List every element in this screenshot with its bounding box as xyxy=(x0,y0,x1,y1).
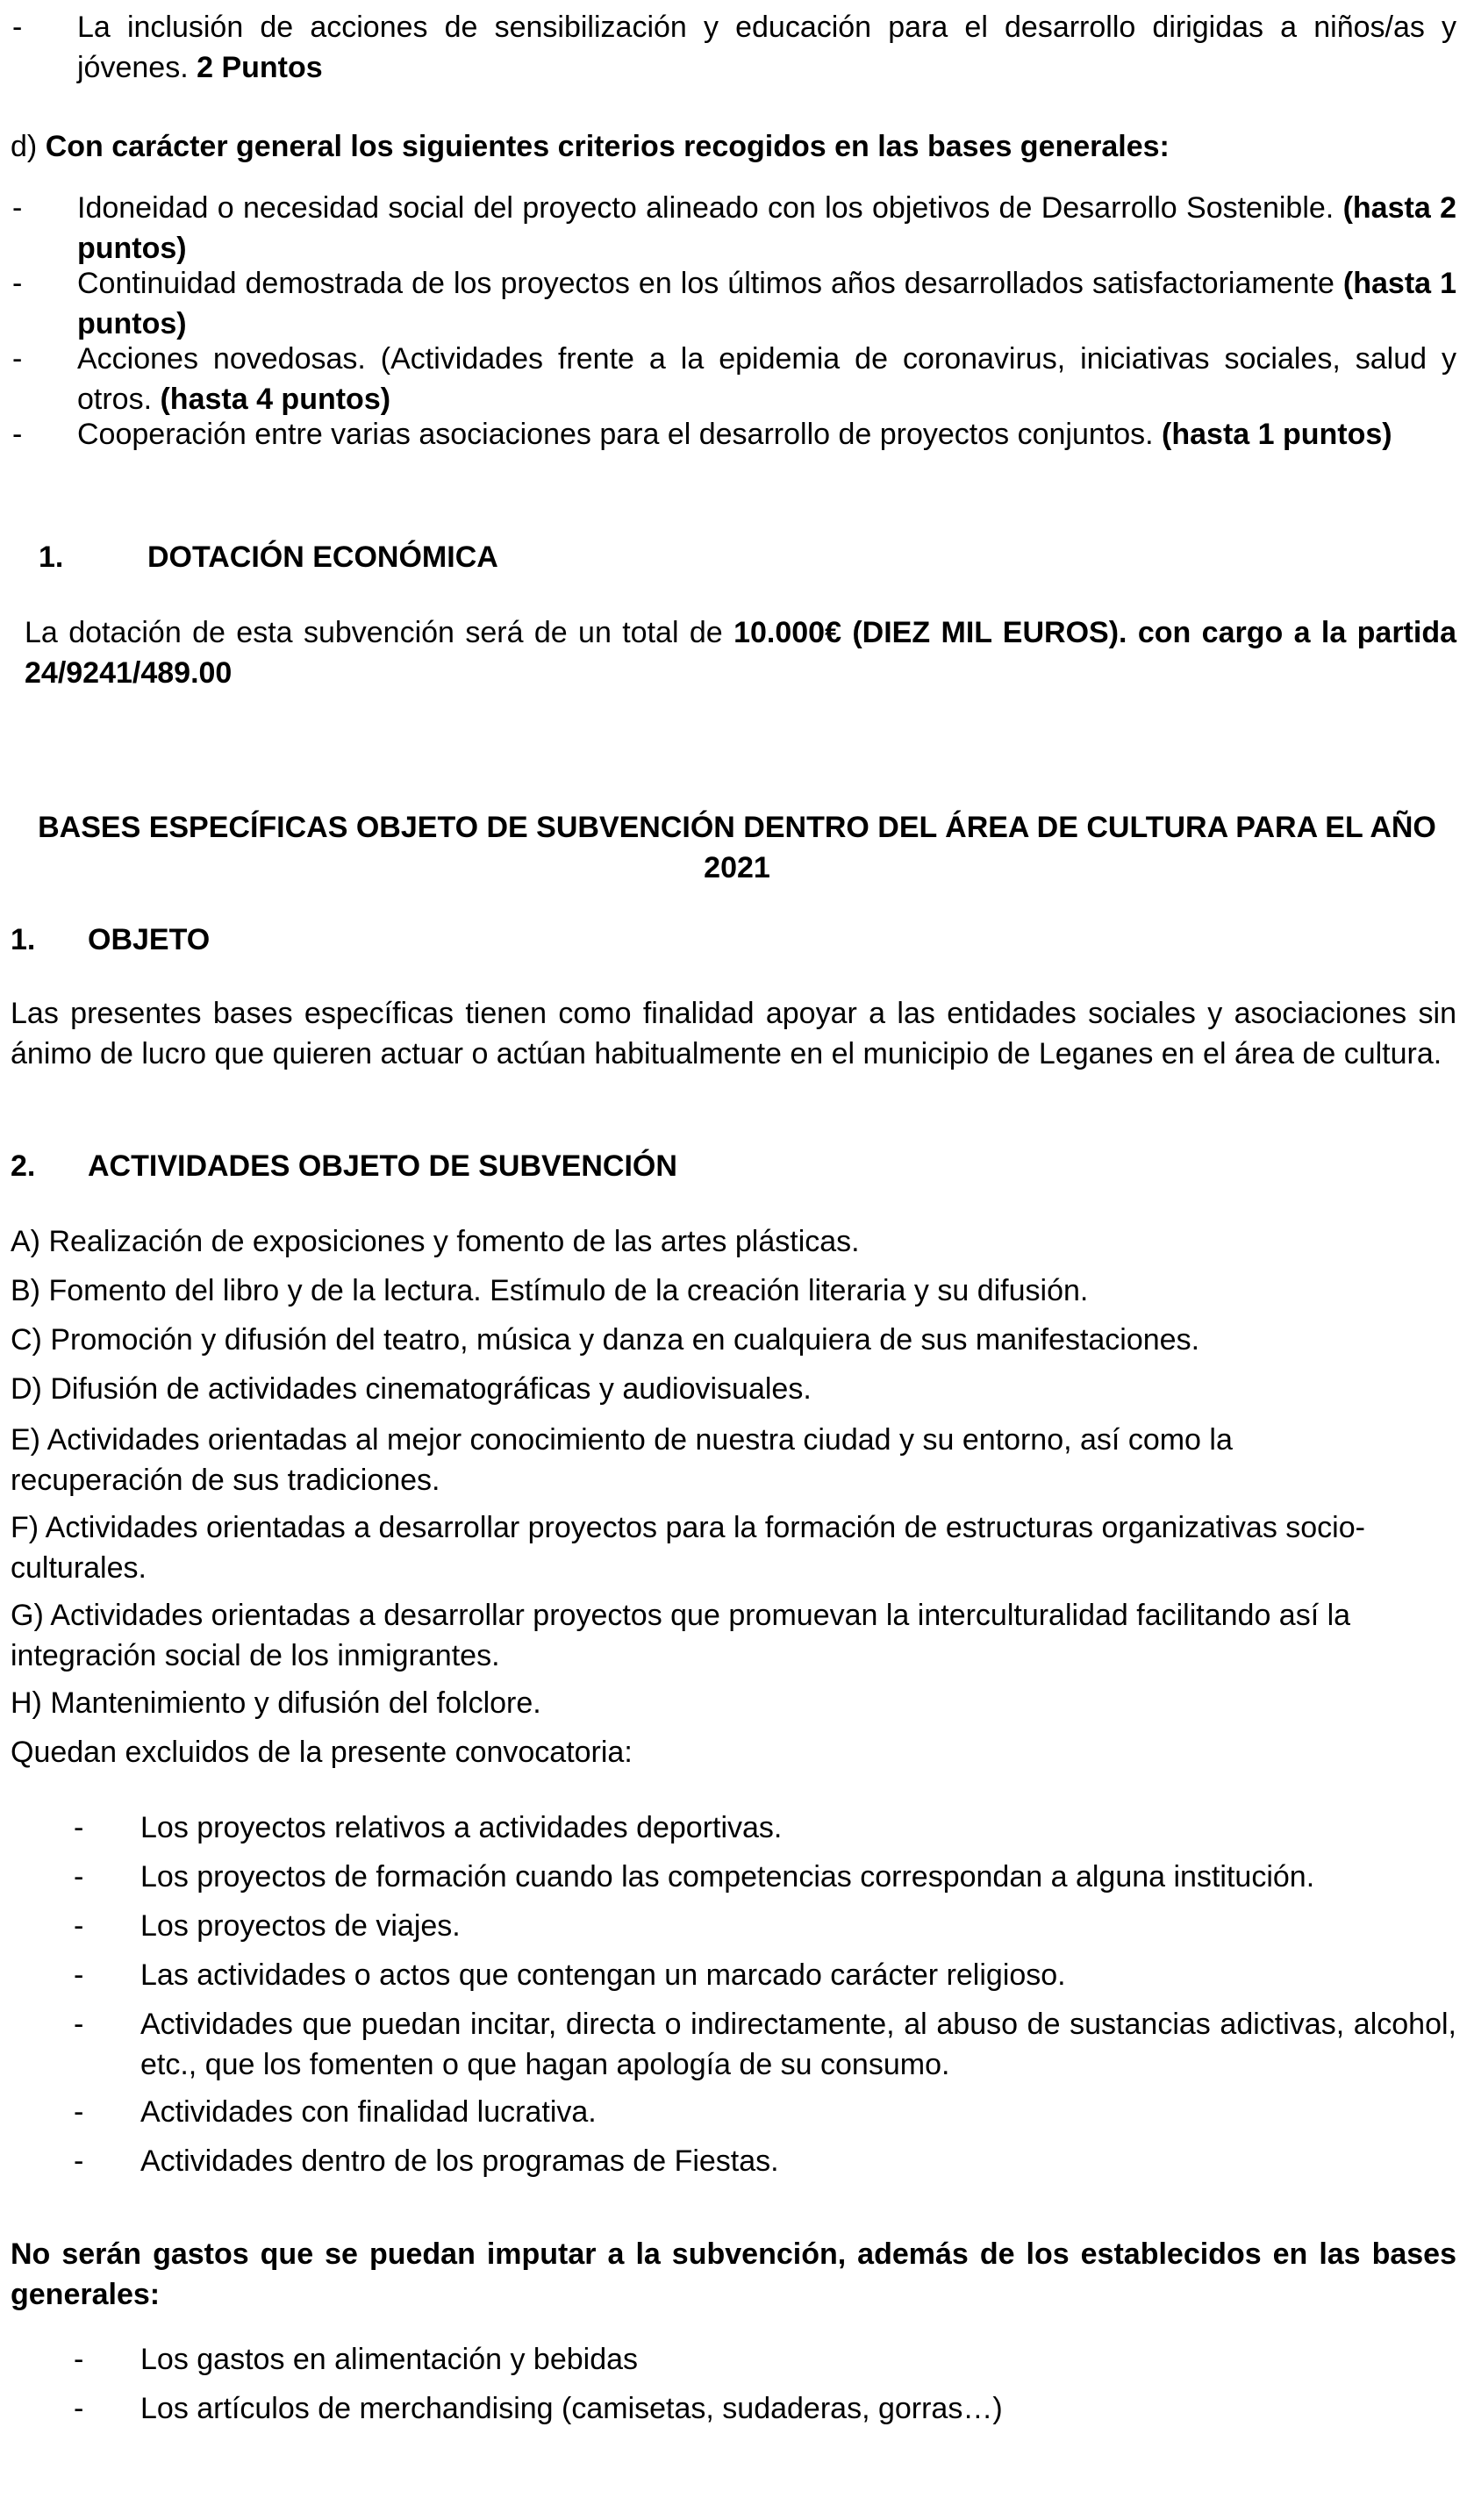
list-item-text: Cooperación entre varias asociaciones para el desarrollo de proyectos conjuntos. (hasta 1 puntos) xyxy=(77,418,1392,451)
bullet-dash: - xyxy=(74,1958,84,1992)
list-item-text: Actividades con finalidad lucrativa. xyxy=(140,2095,597,2129)
list-item-text: Los proyectos de viajes. xyxy=(140,1909,461,1943)
list-item-text: Los artículos de merchandising (camisetas, sudaderas, gorras…) xyxy=(140,2392,1003,2425)
dotacion-paragraph: La dotación de esta subvención será de un total de 10.000€ (DIEZ MIL EUROS). con cargo a la partida 24/9241/489.00 xyxy=(25,616,1457,690)
bullet-dash: - xyxy=(74,2008,84,2041)
section-number: 2. xyxy=(11,1149,36,1183)
activity-item: D) Difusión de actividades cinematográficas y audiovisuales. xyxy=(11,1372,812,1406)
section-heading: ACTIVIDADES OBJETO DE SUBVENCIÓN xyxy=(88,1149,677,1183)
bullet-dash: - xyxy=(12,418,23,451)
section-heading: DOTACIÓN ECONÓMICA xyxy=(147,541,498,574)
bullet-dash: - xyxy=(74,1860,84,1894)
activity-item: E) Actividades orientadas al mejor conocimiento de nuestra ciudad y su entorno, así como la recuperación de sus tradiciones. xyxy=(11,1423,1233,1497)
bullet-dash: - xyxy=(74,2144,84,2178)
bullet-dash: - xyxy=(74,2095,84,2129)
section-number: 1. xyxy=(11,923,36,956)
list-item-text: La inclusión de acciones de sensibilización y educación para el desarrollo dirigidas a niños/as y jóvenes. 2 Puntos xyxy=(77,11,1456,84)
bullet-dash: - xyxy=(74,1811,84,1844)
activity-item: F) Actividades orientadas a desarrollar proyectos para la formación de estructuras organizativas socio-culturales. xyxy=(11,1511,1365,1585)
gastos-heading: No serán gastos que se puedan imputar a la subvención, además de los establecidos en las bases generales: xyxy=(11,2237,1456,2311)
page-title: BASES ESPECÍFICAS OBJETO DE SUBVENCIÓN DENTRO DEL ÁREA DE CULTURA PARA EL AÑO 2021 xyxy=(38,811,1436,884)
bullet-dash: - xyxy=(12,342,23,376)
activity-item: A) Realización de exposiciones y fomento de las artes plásticas. xyxy=(11,1225,860,1258)
list-item-text: Los proyectos de formación cuando las competencias correspondan a alguna institución. xyxy=(140,1860,1315,1894)
activity-item: G) Actividades orientadas a desarrollar proyectos que promuevan la interculturalidad facilitando así la integración social de los inmigrantes. xyxy=(11,1599,1351,1672)
activity-item: C) Promoción y difusión del teatro, música y danza en cualquiera de sus manifestaciones. xyxy=(11,1323,1200,1357)
activity-item: B) Fomento del libro y de la lectura. Estímulo de la creación literaria y su difusión. xyxy=(11,1274,1089,1307)
bullet-dash: - xyxy=(12,11,23,44)
list-item-text: Idoneidad o necesidad social del proyecto alineado con los objetivos de Desarrollo Sostenible. (hasta 2 puntos) xyxy=(77,191,1456,265)
bullet-dash: - xyxy=(12,267,23,300)
list-item-text: Actividades dentro de los programas de Fiestas. xyxy=(140,2144,779,2178)
activity-item: H) Mantenimiento y difusión del folclore. xyxy=(11,1686,541,1720)
list-item-text: Acciones novedosas. (Actividades frente a la epidemia de coronavirus, iniciativas sociales, salud y otros. (hasta 4 puntos) xyxy=(77,342,1456,416)
bullet-dash: - xyxy=(12,191,23,225)
list-item-text: Los proyectos relativos a actividades deportivas. xyxy=(140,1811,783,1844)
section-d-heading: d) Con carácter general los siguientes criterios recogidos en las bases generales: xyxy=(11,130,1170,163)
bullet-dash: - xyxy=(74,1909,84,1943)
section-number: 1. xyxy=(39,541,64,574)
list-item-text: Actividades que puedan incitar, directa o indirectamente, al abuso de sustancias adictivas, alcohol, etc., que los fomenten o que hagan apología de su consumo. xyxy=(140,2008,1456,2081)
excluded-intro: Quedan excluidos de la presente convocatoria: xyxy=(11,1736,633,1769)
list-item-text: Continuidad demostrada de los proyectos en los últimos años desarrollados satisfactoriamente (hasta 1 puntos) xyxy=(77,267,1456,340)
list-item-text: Los gastos en alimentación y bebidas xyxy=(140,2343,639,2376)
bullet-dash: - xyxy=(74,2343,84,2376)
section-heading: OBJETO xyxy=(88,923,211,956)
objeto-paragraph: Las presentes bases específicas tienen como finalidad apoyar a las entidades sociales y asociaciones sin ánimo de lucro que quieren actuar o actúan habitualmente en el municipio de Leganes en el área de cultura. xyxy=(11,997,1456,1070)
bullet-dash: - xyxy=(74,2392,84,2425)
list-item-text: Las actividades o actos que contengan un marcado carácter religioso. xyxy=(140,1958,1066,1992)
